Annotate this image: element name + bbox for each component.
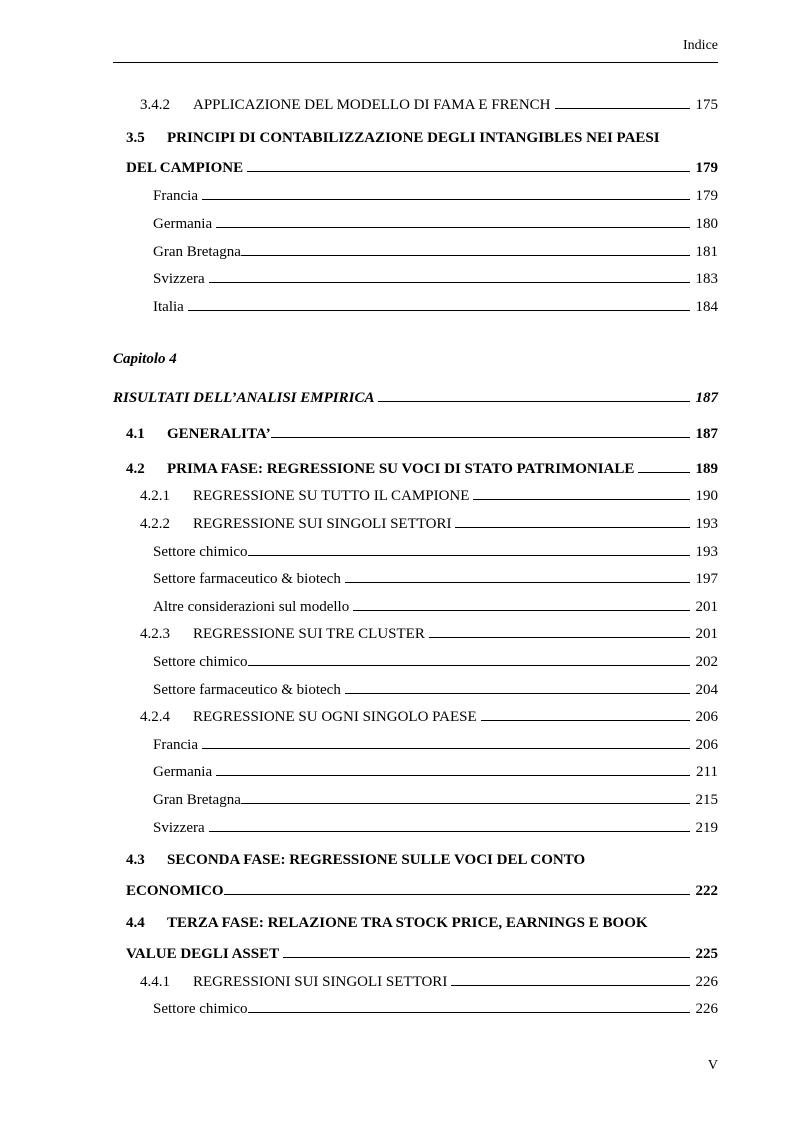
toc-leader [216, 775, 690, 776]
toc-entry-title: PRIMA FASE: REGRESSIONE SU VOCI DI STATO PATRIMONIALE [167, 461, 635, 477]
toc-entry-page: 193 [695, 516, 718, 532]
toc-entry-title: Settore farmaceutico & biotech [153, 571, 341, 587]
toc-entry-number: 4.2.2 [140, 516, 170, 532]
toc-entry-title: Italia [153, 299, 184, 315]
toc-entry-chapter-4[interactable] [113, 385, 718, 407]
toc-entry-number: 4.3 [126, 852, 145, 868]
page-number: V [707, 1058, 718, 1073]
toc-entry-title: RISULTATI DELL’ANALISI EMPIRICA [113, 390, 375, 406]
toc-entry-4-3-line1[interactable] [126, 852, 585, 869]
toc-entry-3-5-italia[interactable] [153, 294, 718, 316]
toc-entry-title: Francia [153, 737, 198, 753]
toc-entry-4-2-1[interactable] [140, 483, 718, 505]
toc-leader [241, 255, 690, 256]
toc-entry-page: 201 [695, 599, 718, 615]
toc-entry-4-2-4-francia[interactable] [153, 732, 718, 754]
toc-entry-3-5-line1[interactable] [126, 130, 660, 147]
toc-leader [481, 720, 690, 721]
toc-entry-page: 187 [695, 426, 718, 442]
toc-leader [224, 894, 690, 895]
toc-leader [345, 582, 690, 583]
toc-entry-number: 4.2 [126, 461, 145, 477]
toc-entry-page: 225 [695, 946, 718, 962]
toc-entry-number: 4.2.1 [140, 488, 170, 504]
toc-leader [378, 401, 689, 402]
toc-entry-title: GENERALITA’ [167, 426, 271, 442]
toc-entry-page: 211 [696, 764, 718, 780]
toc-entry-page: 183 [695, 271, 718, 287]
toc-entry-4-2-4[interactable] [140, 704, 718, 726]
toc-entry-4-2-4-svizzera[interactable] [153, 815, 718, 837]
toc-entry-page: 202 [695, 654, 718, 670]
toc-leader [455, 527, 689, 528]
toc-entry-page: 175 [695, 97, 718, 113]
toc-entry-4-4-line1[interactable] [126, 915, 648, 932]
toc-entry-3-4-2[interactable] [140, 92, 718, 114]
toc-entry-number: 4.2.4 [140, 709, 170, 725]
toc-entry-page: 206 [695, 709, 718, 725]
chapter-label: Capitolo 4 [113, 351, 177, 367]
toc-entry-title: Settore farmaceutico & biotech [153, 682, 341, 698]
toc-entry-title: REGRESSIONI SUI SINGOLI SETTORI [193, 974, 448, 990]
toc-entry-3-5-germania[interactable] [153, 211, 718, 233]
toc-entry-page: 222 [695, 883, 718, 899]
toc-entry-title: Svizzera [153, 820, 205, 836]
toc-entry-4-2-2-chimico[interactable] [153, 539, 718, 561]
toc-entry-page: 184 [695, 299, 718, 315]
toc-leader [248, 665, 690, 666]
toc-entry-page: 189 [695, 461, 718, 477]
toc-entry-title: REGRESSIONE SUI SINGOLI SETTORI [193, 516, 452, 532]
toc-leader [429, 637, 690, 638]
toc-leader [555, 108, 690, 109]
toc-entry-page: 187 [695, 390, 718, 406]
toc-leader [345, 693, 690, 694]
toc-entry-title: Settore chimico [153, 654, 248, 670]
toc-entry-number: 4.1 [126, 426, 145, 442]
toc-entry-title: Gran Bretagna [153, 244, 241, 260]
header-title: Indice [683, 38, 718, 53]
toc-leader [216, 227, 689, 228]
toc-entry-3-5-gran-bretagna[interactable] [153, 239, 718, 261]
toc-leader [248, 1012, 690, 1013]
toc-entry-title: Germania [153, 764, 213, 780]
toc-entry-title: REGRESSIONE SU TUTTO IL CAMPIONE [193, 488, 470, 504]
toc-leader [247, 171, 689, 172]
toc-entry-title: Altre considerazioni sul modello [153, 599, 350, 615]
toc-entry-title: SECONDA FASE: REGRESSIONE SULLE VOCI DEL CONTO [167, 852, 586, 868]
toc-entry-page: 204 [695, 682, 718, 698]
toc-entry-3-5-svizzera[interactable] [153, 266, 718, 288]
toc-leader [241, 803, 690, 804]
page-header [113, 36, 718, 63]
toc-entry-4-2-3-chimico[interactable] [153, 649, 718, 671]
toc-entry-page: 190 [695, 488, 718, 504]
toc-entry-page: 226 [695, 1001, 718, 1017]
toc-entry-3-5-line2[interactable] [126, 155, 718, 177]
toc-entry-title: PRINCIPI DI CONTABILIZZAZIONE DEGLI INTANGIBLES NEI PAESI [167, 130, 660, 146]
toc-entry-4-2-4-germania[interactable] [153, 759, 718, 781]
toc-entry-number: 4.2.3 [140, 626, 170, 642]
toc-leader [202, 748, 690, 749]
toc-entry-4-2-4-gran-bretagna[interactable] [153, 787, 718, 809]
toc-entry-4-2-3[interactable] [140, 621, 718, 643]
toc-entry-number: 4.4 [126, 915, 145, 931]
toc-leader [451, 985, 689, 986]
toc-entry-4-2-2-altre[interactable] [153, 594, 718, 616]
toc-entry-title: Settore chimico [153, 1001, 248, 1017]
toc-leader [283, 957, 689, 958]
toc-leader [188, 310, 690, 311]
toc-entry-title: TERZA FASE: RELAZIONE TRA STOCK PRICE, EARNINGS E BOOK [167, 915, 648, 931]
toc-entry-page: 226 [695, 974, 718, 990]
toc-entry-number: 3.5 [126, 130, 145, 146]
toc-entry-4-4-1-chimico[interactable] [153, 996, 718, 1018]
toc-entry-page: 181 [695, 244, 718, 260]
toc-entry-page: 197 [695, 571, 718, 587]
toc-entry-4-2-2-farma[interactable] [153, 566, 718, 588]
toc-entry-page: 206 [695, 737, 718, 753]
toc-entry-page: 193 [695, 544, 718, 560]
toc-entry-page: 215 [695, 792, 718, 808]
toc-entry-title: DEL CAMPIONE [126, 160, 244, 176]
toc-leader [271, 437, 690, 438]
toc-entry-title: REGRESSIONE SUI TRE CLUSTER [193, 626, 425, 642]
toc-leader [473, 499, 689, 500]
toc-entry-4-1[interactable] [126, 421, 718, 443]
toc-leader [248, 555, 690, 556]
toc-leader [202, 199, 690, 200]
toc-entry-page: 179 [695, 188, 718, 204]
toc-entry-4-2-3-farma[interactable] [153, 677, 718, 699]
toc-entry-4-4-1[interactable] [140, 969, 718, 991]
toc-entry-title: Germania [153, 216, 213, 232]
toc-entry-title: Gran Bretagna [153, 792, 241, 808]
toc-leader [209, 831, 690, 832]
toc-leader [638, 472, 689, 473]
toc-entry-4-3-line2[interactable] [126, 878, 718, 900]
toc-entry-number: 4.4.1 [140, 974, 170, 990]
toc-entry-page: 219 [695, 820, 718, 836]
toc-leader [209, 282, 690, 283]
toc-entry-3-5-francia[interactable] [153, 183, 718, 205]
toc-entry-page: 179 [695, 160, 718, 176]
toc-entry-4-2-2[interactable] [140, 511, 718, 533]
toc-entry-title: ECONOMICO [126, 883, 224, 899]
toc-entry-page: 180 [695, 216, 718, 232]
toc-entry-title: APPLICAZIONE DEL MODELLO DI FAMA E FRENCH [193, 97, 551, 113]
toc-entry-title: Settore chimico [153, 544, 248, 560]
toc-entry-title: Francia [153, 188, 198, 204]
toc-entry-title: VALUE DEGLI ASSET [126, 946, 280, 962]
toc-entry-4-4-line2[interactable] [126, 941, 718, 963]
toc-leader [353, 610, 689, 611]
toc-entry-title: Svizzera [153, 271, 205, 287]
toc-entry-title: REGRESSIONE SU OGNI SINGOLO PAESE [193, 709, 477, 725]
toc-entry-4-2[interactable] [126, 456, 718, 478]
toc-entry-page: 201 [695, 626, 718, 642]
toc-entry-number: 3.4.2 [140, 97, 170, 113]
